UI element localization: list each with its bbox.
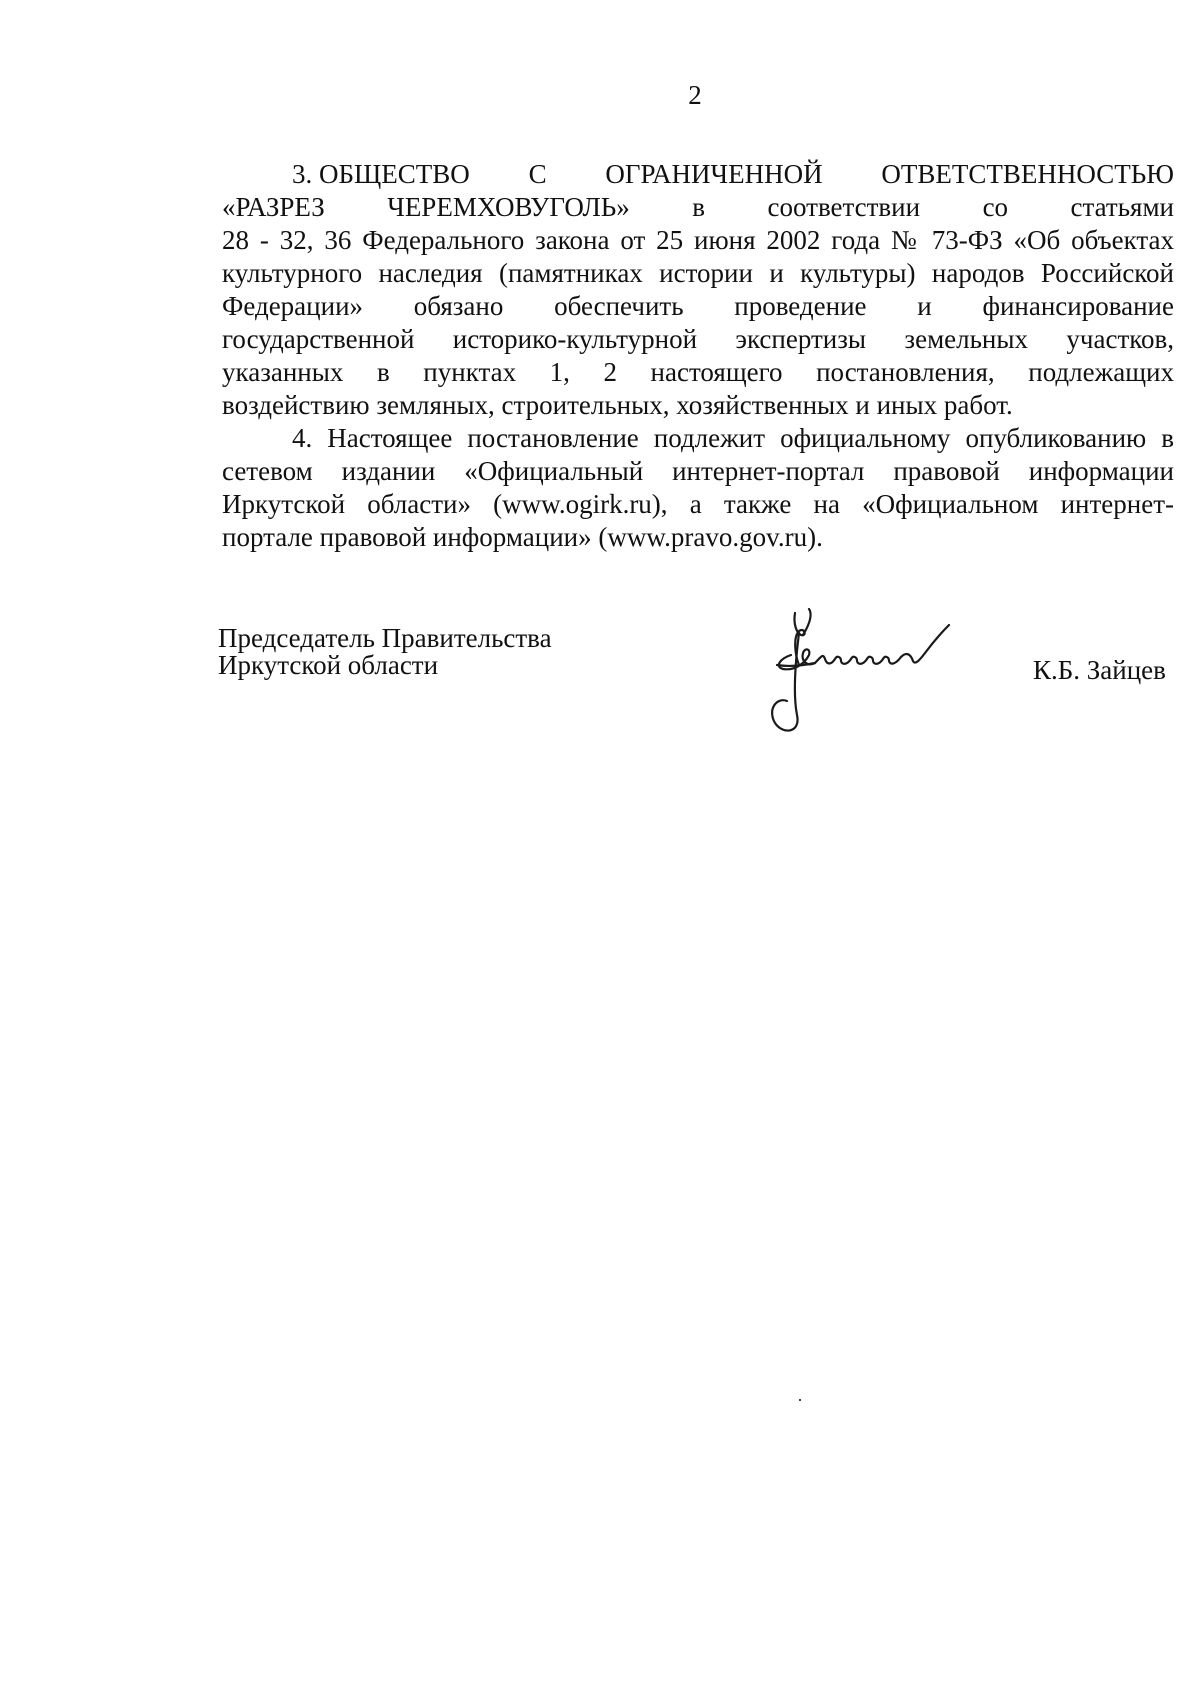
paragraph-3-line-8: воздействию земляных, строительных, хозяйственных и иных работ. bbox=[222, 390, 1013, 420]
paragraph-4-line-1: 4. Настоящее постановление подлежит официальному опубликованию в bbox=[292, 423, 1174, 453]
signatory-position-line-2: Иркутской области bbox=[218, 650, 439, 680]
signatory-name: К.Б. Зайцев bbox=[1033, 655, 1166, 685]
paragraph-3-line-7: указанных в пунктах 1, 2 настоящего постановления, подлежащих bbox=[222, 357, 1174, 387]
paragraph-3-line-4: культурного наследия (памятниках истории и культуры) народов Российской bbox=[222, 258, 1174, 288]
paragraph-3-line-5: Федерации» обязано обеспечить проведение и финансирование bbox=[222, 291, 1174, 321]
scan-artifact-dot bbox=[799, 1399, 801, 1401]
paragraph-4 bbox=[222, 422, 1174, 554]
signatory-position bbox=[218, 625, 552, 679]
paragraph-3 bbox=[222, 158, 1174, 422]
signatory-position-line-1: Председатель Правительства bbox=[218, 623, 552, 653]
page-number: 2 bbox=[688, 80, 702, 110]
handwritten-signature-icon bbox=[765, 605, 1005, 745]
paragraph-4-line-2: сетевом издании «Официальный интернет-портал правовой информации bbox=[222, 456, 1174, 486]
paragraph-3-line-3: 28 - 32, 36 Федерального закона от 25 июня 2002 года № 73-ФЗ «Об объектах bbox=[222, 225, 1174, 255]
paragraph-3-line-1: 3. ОБЩЕСТВО С ОГРАНИЧЕННОЙ ОТВЕТСТВЕННОСТЬЮ bbox=[292, 159, 1174, 189]
paragraph-4-line-4: портале правовой информации» (www.pravo.gov.ru). bbox=[222, 522, 823, 552]
document-body bbox=[222, 158, 1174, 554]
paragraph-4-line-3: Иркутской области» (www.ogirk.ru), а также на «Официальном интернет- bbox=[222, 489, 1174, 519]
paragraph-3-line-6: государственной историко-культурной экспертизы земельных участков, bbox=[222, 324, 1174, 354]
paragraph-3-line-2: «РАЗРЕЗ ЧЕРЕМХОВУГОЛЬ» в соответствии со статьями bbox=[222, 192, 1174, 222]
